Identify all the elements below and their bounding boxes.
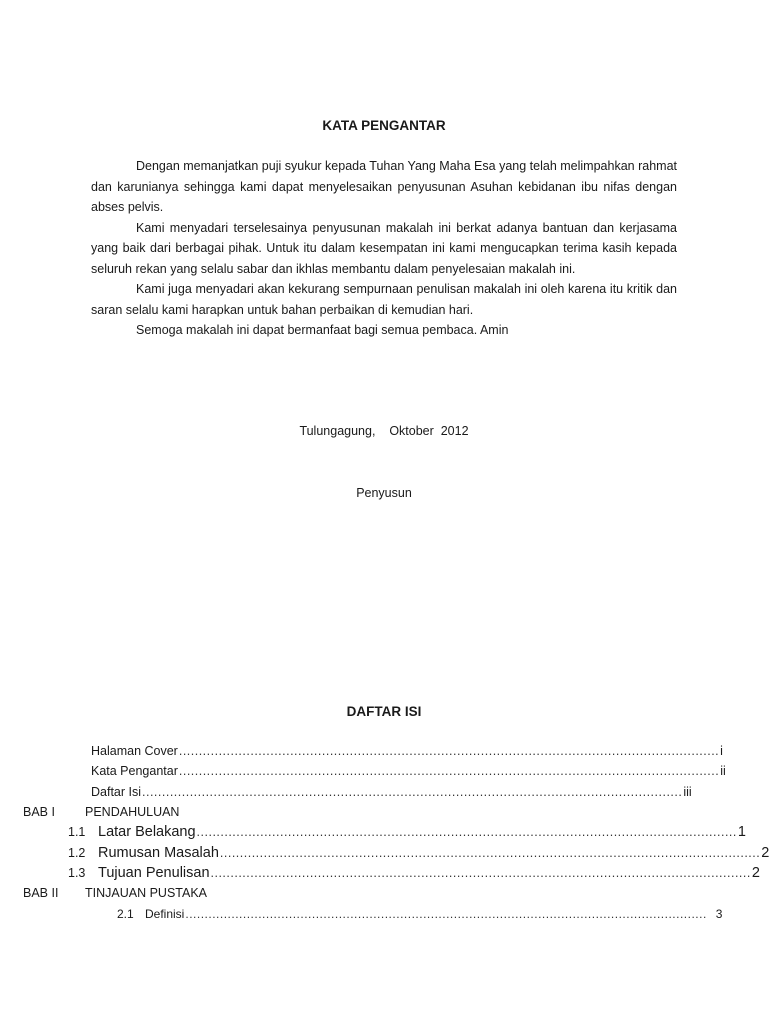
toc-entry-daftar-isi[interactable]: Daftar Isi ........................................................................................................................................ iii — [91, 785, 692, 799]
toc-entry-tujuan-penulisan[interactable]: 1.3 Tujuan Penulisan ........................................................................................................................................ 2 — [68, 865, 760, 881]
toc-entry-definisi[interactable]: 2.1 Definisi ........................................................................................................................................ 3 — [117, 907, 723, 921]
kata-pengantar-body — [91, 156, 677, 341]
paragraph: Kami menyadari terselesainya penyusunan makalah ini berkat adanya bantuan dan kerjasama yang baik dari berbagai pihak. Untuk itu dalam kesempatan ini kami mengucapkan terima kasih kepada seluruh rekan yang selalu sabar dan ikhlas membantu dalam penyelesaian makalah ini. — [91, 220, 677, 276]
chapter-heading-bab-2: BAB II TINJAUAN PUSTAKA — [23, 886, 208, 900]
toc-leader-dots: ........................................................................................................................................ — [210, 866, 751, 880]
toc-leader-dots: ........................................................................................................................................ — [196, 825, 737, 839]
place-date: Tulungagung, Oktober 2012 — [299, 424, 469, 438]
chapter-heading-bab-1: BAB I PENDAHULUAN — [23, 805, 180, 819]
paragraph: Semoga makalah ini dapat bermanfaat bagi semua pembaca. Amin — [136, 323, 509, 337]
toc-leader-dots: ........................................................................................................................................ — [185, 907, 707, 921]
daftar-isi-title: DAFTAR ISI — [346, 704, 422, 719]
paragraph: Kami juga menyadari akan kekurang sempurnaan penulisan makalah ini oleh karena itu kritik dan saran selalu kami harapkan untuk bahan perbaikan di kemudian hari. — [91, 282, 677, 317]
signature-label: Penyusun — [356, 486, 412, 500]
paragraph: Dengan memanjatkan puji syukur kepada Tuhan Yang Maha Esa yang telah melimpahkan rahmat dan karunianya sehingga kami dapat menyelesaikan penyusunan Asuhan kebidanan ibu nifas dengan abses pelvis. — [91, 159, 677, 214]
toc-entry-halaman-cover[interactable]: Halaman Cover ........................................................................................................................................ i — [91, 744, 723, 758]
toc-leader-dots: ........................................................................................................................................ — [178, 744, 720, 758]
toc-leader-dots: ........................................................................................................................................ — [219, 846, 761, 860]
kata-pengantar-title: KATA PENGANTAR — [322, 118, 446, 133]
toc-entry-kata-pengantar[interactable]: Kata Pengantar ........................................................................................................................................ ii — [91, 764, 726, 778]
toc-leader-dots: ........................................................................................................................................ — [178, 764, 720, 778]
toc-leader-dots: ........................................................................................................................................ — [142, 785, 683, 799]
toc-entry-latar-belakang[interactable]: 1.1 Latar Belakang ........................................................................................................................................ 1 — [68, 824, 746, 840]
toc-entry-rumusan-masalah[interactable]: 1.2 Rumusan Masalah ........................................................................................................................................ 2 — [68, 845, 769, 861]
